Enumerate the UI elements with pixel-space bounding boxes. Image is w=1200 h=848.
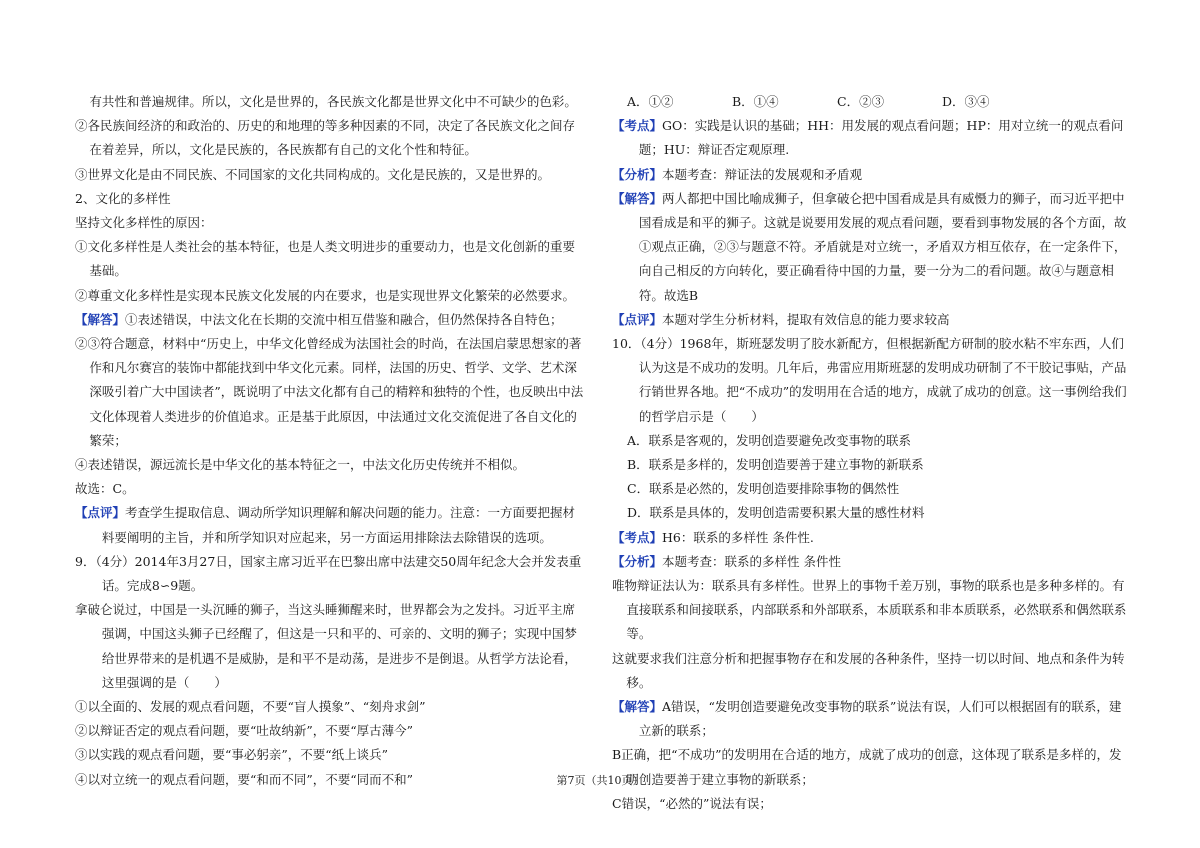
answer-paragraph <box>75 308 587 332</box>
jieda2-paragraph <box>612 695 1132 743</box>
option-b: B．①④ <box>732 94 779 109</box>
question-9-item: ①以全面的、发展的观点看问题，不要“盲人摸象”、“刻舟求剑” <box>75 699 426 715</box>
answer-text: ①表述错误，中法文化在长期的交流中相互借鉴和融合，但仍然保持各自特色； <box>125 311 563 327</box>
option-a: A．①② <box>627 94 674 109</box>
question-9-stem: 9．（4分）2014年3月27日，国家主席习近平在巴黎出席中法建交50周年纪念大会并发表重话。完成8∽9题。 <box>75 553 582 594</box>
left-column <box>75 90 587 792</box>
kaodian2-paragraph <box>612 526 1132 550</box>
text-line: ④表述错误，源远流长是中华文化的基本特征之一，中法文化历史传统并不相似。 <box>75 457 526 473</box>
comment-tag: 【点评】 <box>75 505 126 521</box>
text-line: ②各民族间经济的和政治的、历史的和地理的等多种因素的不同，决定了各民族文化之间存在着差异，所以，文化是民族的，各民族都有自己的文化个性和特征。 <box>75 118 576 158</box>
kaodian-text: GO：实践是认识的基础；HH：用发展的观点看问题；HP：用对立统一的观点看问题；HU：辩证否定观原理. <box>638 118 1124 158</box>
fenxi-paragraph <box>612 163 1132 187</box>
kaodian-tag: 【考点】 <box>612 529 663 545</box>
fenxi-tag: 【分析】 <box>612 553 663 569</box>
dianping-paragraph <box>612 308 1132 332</box>
page-footer: 第7页（共10页） <box>556 774 644 787</box>
dianping-tag: 【点评】 <box>612 311 663 327</box>
text-line: B正确，把“不成功”的发明用在合适的地方，成就了成功的创意，这体现了联系是多样的，发明创造要善于建立事物的新联系； <box>612 747 1122 787</box>
text-line: C错误，“必然的”说法有误； <box>612 795 772 811</box>
jieda-text: A错误，“发明创造要避免改变事物的联系”说法有误，人们可以根据固有的联系，建立新的联系； <box>638 699 1122 739</box>
question-9-options <box>612 90 1132 114</box>
question-9-item: ④以对立统一的观点看问题，要“和而不同”，不要“同而不和” <box>75 771 414 787</box>
jieda-tag: 【解答】 <box>612 190 663 206</box>
right-column <box>612 90 1132 816</box>
question-10-option: B．联系是多样的，发明创造要善于建立事物的新联系 <box>627 457 924 473</box>
fenxi-text: 本题考查：辩证法的发展观和矛盾观 <box>662 166 863 182</box>
fenxi2-paragraph <box>612 550 1132 574</box>
kaodian-paragraph <box>612 114 1132 162</box>
comment-paragraph <box>75 501 587 549</box>
question-9-item: ③以实践的观点看问题，要“事必躬亲”，不要“纸上谈兵” <box>75 747 389 763</box>
question-9-item: ②以辩证否定的观点看问题，要“吐故纳新”，不要“厚古薄今” <box>75 723 414 739</box>
analysis-line: 这就要求我们注意分析和把握事物存在和发展的各种条件，坚持一切以时间、地点和条件为转移。 <box>612 650 1125 690</box>
text-line: ②尊重文化多样性是实现本民族文化发展的内在要求，也是实现世界文化繁荣的必然要求。 <box>75 287 576 303</box>
question-10-stem: 10．（4分）1968年，斯班瑟发明了胶水新配方，但根据新配方研制的胶水粘不牢东西，人们认为这是不成功的发明。几年后，弗雷应用斯班瑟的发明成功研制了不干胶记事贴，产品行销世界各地。把“不成功”的发明用在合适的地方，成就了成功的创意。这一事例给我们的哲学启示是（ ） <box>612 336 1127 424</box>
jieda-text: 两人都把中国比喻成狮子，但拿破仑把中国看成是具有威慑力的狮子，而习近平把中国看成是和平的狮子。这就是说要用发展的观点看问题，要看到事物发展的各个方面，故①观点正确，②③与题意不符。矛盾就是对立统一，矛盾双方相互依存，在一定条件下，向自己相反的方向转化，要正确看待中国的力量，要一分为二的看问题。故④与题意相符。故选B <box>638 190 1127 303</box>
kaodian-tag: 【考点】 <box>612 118 663 134</box>
text-line: ②③符合题意，材料中“历史上，中华文化曾经成为法国社会的时尚，在法国启蒙思想家的著作和凡尔赛宫的装饰中都能找到中华文化元素。同样，法国的历史、哲学、文学、艺术深深吸引着广大中国读者”，既说明了中法文化都有自己的精粹和独特的个性，也反映出中法文化体现着人类进步的价值追求。正是基于此原因，中法通过文化交流促进了各自文化的繁荣； <box>75 336 584 448</box>
text-line: ①文化多样性是人类社会的基本特征，也是人类文明进步的重要动力，也是文化创新的重要基础。 <box>75 239 576 279</box>
answer-tag: 【解答】 <box>75 311 126 327</box>
option-d: D．③④ <box>942 94 990 109</box>
option-c: C．②③ <box>837 94 885 109</box>
question-9-material: 拿破仑说过，中国是一头沉睡的狮子，当这头睡狮醒来时，世界都会为之发抖。习近平主席强调，中国这头狮子已经醒了，但这是一只和平的、可亲的、文明的狮子；实现中国梦给世界带来的是机遇不是威胁，是和平不是动荡，是进步不是倒退。从哲学方法论看，这里强调的是（ ） <box>75 602 577 690</box>
comment-text: 考查学生提取信息、调动所学知识理解和解决问题的能力。注意：一方面要把握材料要阐明的主旨，并和所学知识对应起来，另一方面运用排除法去除错误的选项。 <box>101 505 576 545</box>
question-10-option: D．联系是具体的，发明创造需要积累大量的感性材料 <box>627 505 925 521</box>
text-line: ③世界文化是由不同民族、不同国家的文化共同构成的。文化是民族的，又是世界的。 <box>75 166 551 182</box>
dianping-text: 本题对学生分析材料，提取有效信息的能力要求较高 <box>662 311 950 327</box>
question-10-option: A．联系是客观的，发明创造要避免改变事物的联系 <box>627 432 912 448</box>
text-line: 故选：C。 <box>75 481 135 497</box>
question-10-option: C．联系是必然的，发明创造要排除事物的偶然性 <box>627 481 900 497</box>
fenxi-tag: 【分析】 <box>612 166 663 182</box>
text-line: 有共性和普遍规律。所以，文化是世界的，各民族文化都是世界文化中不可缺少的色彩。 <box>89 94 577 109</box>
jieda-tag: 【解答】 <box>612 699 663 715</box>
kaodian-text: H6：联系的多样性 条件性. <box>662 529 814 545</box>
text-line: 坚持文化多样性的原因： <box>75 215 213 231</box>
jieda-paragraph <box>612 187 1132 308</box>
analysis-line: 唯物辩证法认为：联系具有多样性。世界上的事物千差万别，事物的联系也是多种多样的。有直接联系和间接联系，内部联系和外部联系，本质联系和非本质联系，必然联系和偶然联系等。 <box>612 578 1127 642</box>
fenxi-text: 本题考查：联系的多样性 条件性 <box>662 553 841 569</box>
section-heading: 2、文化的多样性 <box>75 190 171 206</box>
